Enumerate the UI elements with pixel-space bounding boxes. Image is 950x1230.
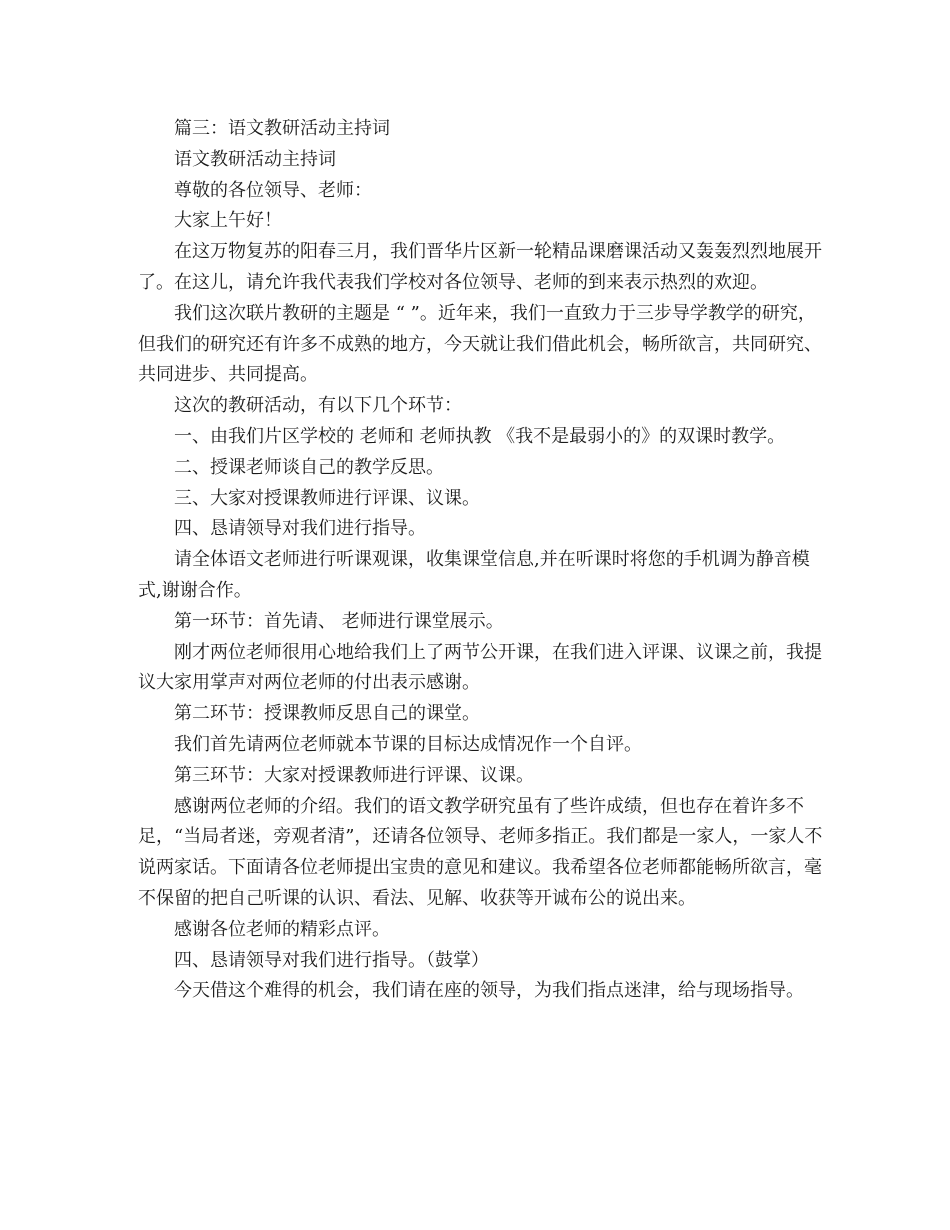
paragraph-self-review: 我们首先请两位老师就本节课的目标达成情况作一个自评。 bbox=[174, 733, 642, 755]
agenda-item-3: 三、大家对授课教师进行评课、议课。 bbox=[174, 487, 480, 509]
paragraph-opening: 在这万物复苏的阳春三月，我们晋华片区新一轮精品课磨课活动又轰轰烈烈地展开了。在这儿，请允许我代表我们学校对各位领导、老师的到来表示热烈的欢迎。 bbox=[138, 241, 822, 293]
paragraph-feedback: 感谢两位老师的介绍。我们的语文教学研究虽有了些许成绩，但也存在着许多不足，“当局者迷，旁观者清”，还请各位领导、老师多指正。我们都是一家人，一家人不说两家话。下面请各位老师提出宝贵的意见和建议。我希望各位老师都能畅所欲言，毫不保留的把自己听课的认识、看法、见解、收获等开诚布公的说出来。 bbox=[138, 795, 823, 909]
section-step-4: 四、恳请领导对我们进行指导。（鼓掌） bbox=[174, 949, 489, 971]
paragraph-agenda-intro: 这次的教研活动，有以下几个环节： bbox=[174, 395, 462, 417]
paragraph-notice: 请全体语文老师进行听课观课，收集课堂信息,并在听课时将您的手机调为静音模式,谢谢合作。 bbox=[138, 549, 810, 601]
greeting: 大家上午好！ bbox=[174, 210, 282, 232]
paragraph-thanks-review: 感谢各位老师的精彩点评。 bbox=[174, 918, 390, 940]
salutation: 尊敬的各位领导、老师： bbox=[174, 179, 372, 201]
paragraph-thanks-lessons: 刚才两位老师很用心地给我们上了两节公开课，在我们进入评课、议课之前，我提议大家用掌声对两位老师的付出表示感谢。 bbox=[138, 641, 822, 694]
paragraph-leader-guidance: 今天借这个难得的机会，我们请在座的领导，为我们指点迷津，给与现场指导。 bbox=[174, 980, 804, 1002]
document-title: 语文教研活动主持词 bbox=[174, 148, 336, 170]
document-body bbox=[138, 114, 828, 1007]
section-heading: 篇三：语文教研活动主持词 bbox=[174, 118, 390, 139]
paragraph-theme: 我们这次联片教研的主题是 “ ”。近年来，我们一直致力于三步导学教学的研究，但我们的研究还有许多不成熟的地方，今天就让我们借此机会，畅所欲言，共同研究、共同进步、共同提高。 bbox=[138, 302, 822, 386]
section-step-2: 第二环节：授课教师反思自己的课堂。 bbox=[174, 703, 480, 725]
section-step-1: 第一环节：首先请、 老师进行课堂展示。 bbox=[174, 610, 504, 632]
agenda-item-4: 四、恳请领导对我们进行指导。 bbox=[174, 518, 426, 540]
agenda-item-1: 一、由我们片区学校的 老师和 老师执教 《我不是最弱小的》的双课时教学。 bbox=[174, 425, 786, 447]
section-step-3: 第三环节：大家对授课教师进行评课、议课。 bbox=[174, 764, 534, 786]
agenda-item-2: 二、授课老师谈自己的教学反思。 bbox=[174, 456, 444, 478]
